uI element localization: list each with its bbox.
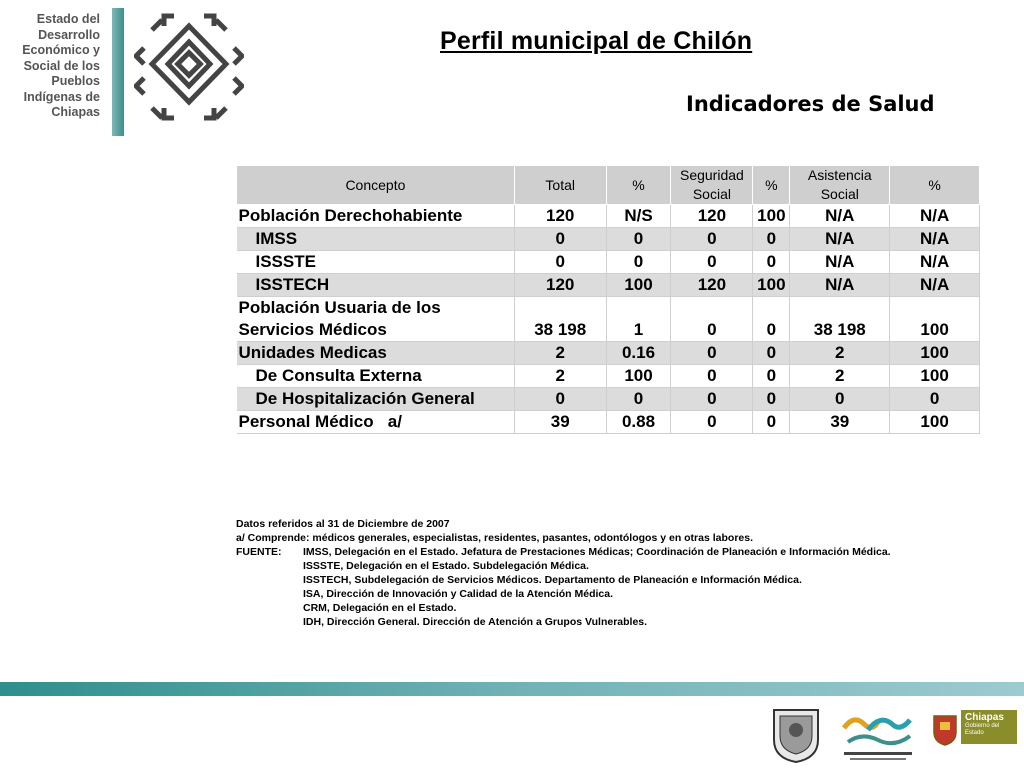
emblem-logo-icon — [134, 8, 244, 136]
source-label: FUENTE: — [236, 546, 282, 558]
table-cell: 0.88 — [606, 411, 671, 434]
table-row — [237, 274, 980, 297]
column-header: Total — [514, 166, 606, 205]
column-header: Concepto — [237, 166, 515, 205]
health-indicators-table — [236, 165, 980, 434]
table-cell: 0 — [514, 388, 606, 411]
org-name-line: Chiapas — [51, 105, 100, 119]
row-label: De Consulta Externa — [237, 365, 515, 388]
footnotes — [236, 517, 891, 629]
row-label: ISSSTE — [237, 251, 515, 274]
column-header: % — [606, 166, 671, 205]
table-row — [237, 365, 980, 388]
org-name — [8, 12, 100, 121]
source-line — [236, 545, 891, 559]
org-name-line: Indígenas de — [23, 89, 100, 104]
table-cell: 100 — [606, 365, 671, 388]
table-header-row — [237, 166, 980, 205]
unam-shield-icon — [766, 706, 826, 764]
table-cell: 38 198 — [790, 297, 890, 342]
chiapas-government-badge — [961, 710, 1017, 744]
org-name-line: Económico y — [22, 43, 100, 57]
table-cell: 0 — [753, 388, 790, 411]
table-cell: 0 — [606, 388, 671, 411]
org-accent-bar — [112, 8, 124, 136]
table-cell: N/A — [790, 251, 890, 274]
table-row — [237, 342, 980, 365]
table-cell: N/A — [790, 274, 890, 297]
org-name-line: Desarrollo — [38, 27, 100, 42]
table-cell: 0 — [671, 411, 753, 434]
table-cell: 100 — [890, 297, 980, 342]
table-cell: 2 — [514, 342, 606, 365]
table-cell: 0 — [606, 251, 671, 274]
table-cell: 120 — [671, 274, 753, 297]
table-cell: N/A — [890, 251, 980, 274]
section-title: Indicadores de Salud — [686, 92, 935, 116]
table-cell: 2 — [790, 342, 890, 365]
table-row — [237, 411, 980, 434]
column-header: % — [753, 166, 790, 205]
table-cell: N/A — [890, 228, 980, 251]
table-row — [237, 251, 980, 274]
chiapas-coat-of-arms-icon — [932, 712, 958, 746]
table-cell: 100 — [606, 274, 671, 297]
note-a: a/ Comprende: médicos generales, especialistas, residentes, pasantes, odontólogos y en otras labores. — [236, 532, 754, 544]
org-name-line: Estado del — [36, 12, 100, 26]
table-cell: 100 — [753, 205, 790, 228]
source-entry: ISA, Dirección de Innovación y Calidad de la Atención Médica. — [303, 588, 614, 600]
table-cell: 38 198 — [514, 297, 606, 342]
table-cell: 0 — [671, 365, 753, 388]
table-cell: N/A — [890, 205, 980, 228]
table-cell: 100 — [890, 365, 980, 388]
table-cell: 0 — [671, 251, 753, 274]
table-cell: 0.16 — [606, 342, 671, 365]
table-cell: 0 — [671, 297, 753, 342]
mexico-multicultural-logo-icon — [838, 706, 918, 764]
row-label: Población Derechohabiente — [237, 205, 515, 228]
table-cell: 100 — [890, 411, 980, 434]
row-label: IMSS — [237, 228, 515, 251]
table-cell: 0 — [671, 228, 753, 251]
table-cell: 39 — [790, 411, 890, 434]
row-label: Población Usuaria de los Servicios Médicos — [237, 297, 515, 342]
row-label: Unidades Medicas — [237, 342, 515, 365]
row-label: ISSTECH — [237, 274, 515, 297]
table-cell: 0 — [753, 342, 790, 365]
column-header: Seguridad Social — [671, 166, 753, 205]
table-cell: 0 — [606, 228, 671, 251]
table-cell: 0 — [890, 388, 980, 411]
table-cell: 0 — [514, 228, 606, 251]
table-cell: N/S — [606, 205, 671, 228]
source-entry: ISSTECH, Subdelegación de Servicios Médicos. Departamento de Planeación e Información Médica. — [303, 574, 802, 586]
table-cell: 120 — [514, 205, 606, 228]
table-cell: 120 — [671, 205, 753, 228]
table-cell: 0 — [753, 228, 790, 251]
table-cell: 0 — [753, 297, 790, 342]
table-cell: 100 — [890, 342, 980, 365]
table-cell: N/A — [790, 228, 890, 251]
table-row — [237, 297, 980, 342]
table-cell: 0 — [790, 388, 890, 411]
table-cell: 2 — [790, 365, 890, 388]
footer-band — [0, 682, 1024, 696]
column-header: Asistencia Social — [790, 166, 890, 205]
table-cell: 120 — [514, 274, 606, 297]
table-row — [237, 228, 980, 251]
source-entry: CRM, Delegación en el Estado. — [303, 602, 457, 614]
table-cell: 1 — [606, 297, 671, 342]
table-cell: 0 — [671, 388, 753, 411]
page-title: Perfil municipal de Chilón — [440, 27, 753, 55]
table-cell: N/A — [790, 205, 890, 228]
table-cell: 2 — [514, 365, 606, 388]
row-label: Personal Médico a/ — [237, 411, 515, 434]
source-entry: ISSSTE, Delegación en el Estado. Subdelegación Médica. — [303, 560, 589, 572]
source-entry: IDH, Dirección General. Dirección de Atención a Grupos Vulnerables. — [303, 616, 648, 628]
table-cell: 100 — [753, 274, 790, 297]
chiapas-subtitle: Gobierno del Estado — [965, 723, 1000, 736]
table-cell: N/A — [890, 274, 980, 297]
org-name-line: Pueblos — [51, 74, 100, 88]
table-row — [237, 388, 980, 411]
table-cell: 0 — [671, 342, 753, 365]
table-cell: 0 — [753, 251, 790, 274]
table-cell: 0 — [753, 365, 790, 388]
table-cell: 39 — [514, 411, 606, 434]
source-entry: IMSS, Delegación en el Estado. Jefatura de Prestaciones Médicas; Coordinación de Planeación e Información Médica. — [303, 546, 891, 558]
table-cell: 0 — [514, 251, 606, 274]
column-header: % — [890, 166, 980, 205]
table-cell: 0 — [753, 411, 790, 434]
table-row — [237, 205, 980, 228]
date-note: Datos referidos al 31 de Diciembre de 2007 — [236, 518, 450, 530]
org-name-line: Social de los — [23, 58, 100, 73]
chiapas-label: Chiapas — [965, 712, 1004, 723]
row-label: De Hospitalización General — [237, 388, 515, 411]
